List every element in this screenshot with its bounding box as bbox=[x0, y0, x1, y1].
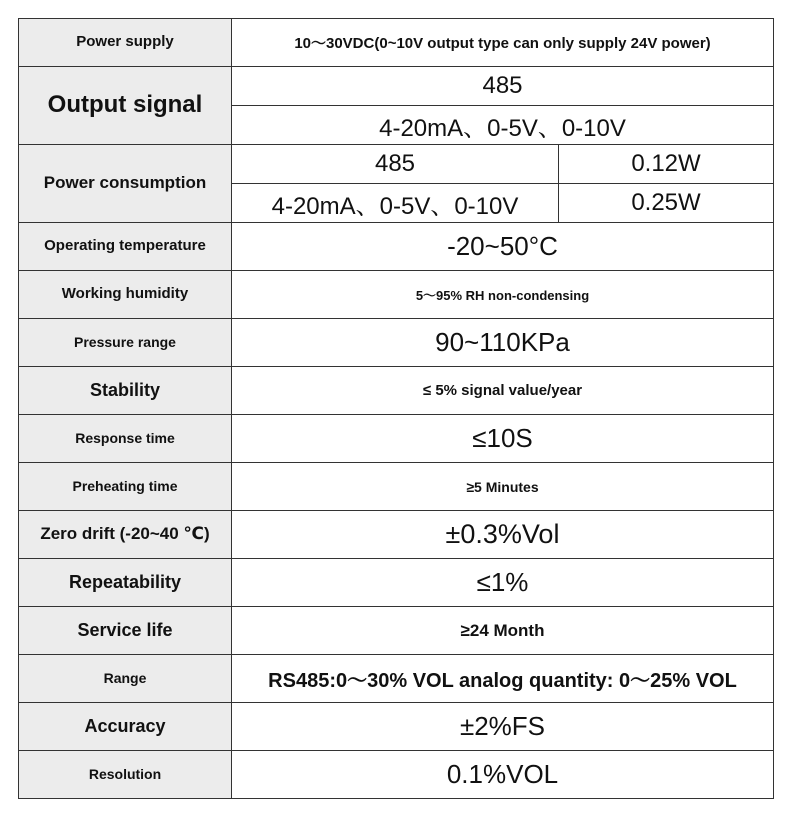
output-signal-value-2: 4-20mA、0-5V、0-10V bbox=[232, 106, 774, 145]
row-output-signal bbox=[19, 67, 774, 106]
row-operating-temperature bbox=[19, 223, 774, 271]
working-humidity-label: Working humidity bbox=[19, 271, 232, 319]
working-humidity-value: 5～95% RH non-condensing bbox=[232, 271, 774, 319]
row-power-supply bbox=[19, 19, 774, 67]
zero-drift-label: Zero drift (-20~40 ℃) bbox=[19, 511, 232, 559]
pressure-range-label: Pressure range bbox=[19, 319, 232, 367]
range-value: RS485:0～30% VOL analog quantity: 0～25% VOL bbox=[232, 655, 774, 703]
preheating-time-label: Preheating time bbox=[19, 463, 232, 511]
row-power-consumption bbox=[19, 145, 774, 184]
row-preheating-time bbox=[19, 463, 774, 511]
power-consumption-label: Power consumption bbox=[19, 145, 232, 223]
range-label: Range bbox=[19, 655, 232, 703]
row-working-humidity bbox=[19, 271, 774, 319]
row-zero-drift bbox=[19, 511, 774, 559]
stability-value: ≤ 5% signal value/year bbox=[232, 367, 774, 415]
power-consumption-signal-2: 4-20mA、0-5V、0-10V bbox=[232, 184, 559, 223]
repeatability-value: ≤1% bbox=[232, 559, 774, 607]
response-time-label: Response time bbox=[19, 415, 232, 463]
service-life-value: ≥24 Month bbox=[232, 607, 774, 655]
row-response-time bbox=[19, 415, 774, 463]
accuracy-value: ±2%FS bbox=[232, 703, 774, 751]
row-repeatability bbox=[19, 559, 774, 607]
row-service-life bbox=[19, 607, 774, 655]
spec-table bbox=[18, 18, 774, 799]
accuracy-label: Accuracy bbox=[19, 703, 232, 751]
preheating-time-value: ≥5 Minutes bbox=[232, 463, 774, 511]
power-consumption-power-1: 0.12W bbox=[559, 145, 774, 184]
response-time-value: ≤10S bbox=[232, 415, 774, 463]
row-resolution bbox=[19, 751, 774, 799]
resolution-label: Resolution bbox=[19, 751, 232, 799]
zero-drift-value: ±0.3%Vol bbox=[232, 511, 774, 559]
power-consumption-power-2: 0.25W bbox=[559, 184, 774, 223]
pressure-range-value: 90~110KPa bbox=[232, 319, 774, 367]
operating-temperature-value: -20~50°C bbox=[232, 223, 774, 271]
row-range bbox=[19, 655, 774, 703]
output-signal-label: Output signal bbox=[19, 67, 232, 145]
repeatability-label: Repeatability bbox=[19, 559, 232, 607]
output-signal-value-1: 485 bbox=[232, 67, 774, 106]
power-supply-label: Power supply bbox=[19, 19, 232, 67]
service-life-label: Service life bbox=[19, 607, 232, 655]
row-pressure-range bbox=[19, 319, 774, 367]
row-stability bbox=[19, 367, 774, 415]
operating-temperature-label: Operating temperature bbox=[19, 223, 232, 271]
stability-label: Stability bbox=[19, 367, 232, 415]
power-consumption-signal-1: 485 bbox=[232, 145, 559, 184]
power-supply-value: 10～30VDC(0~10V output type can only supply 24V power) bbox=[232, 19, 774, 67]
resolution-value: 0.1%VOL bbox=[232, 751, 774, 799]
row-accuracy bbox=[19, 703, 774, 751]
